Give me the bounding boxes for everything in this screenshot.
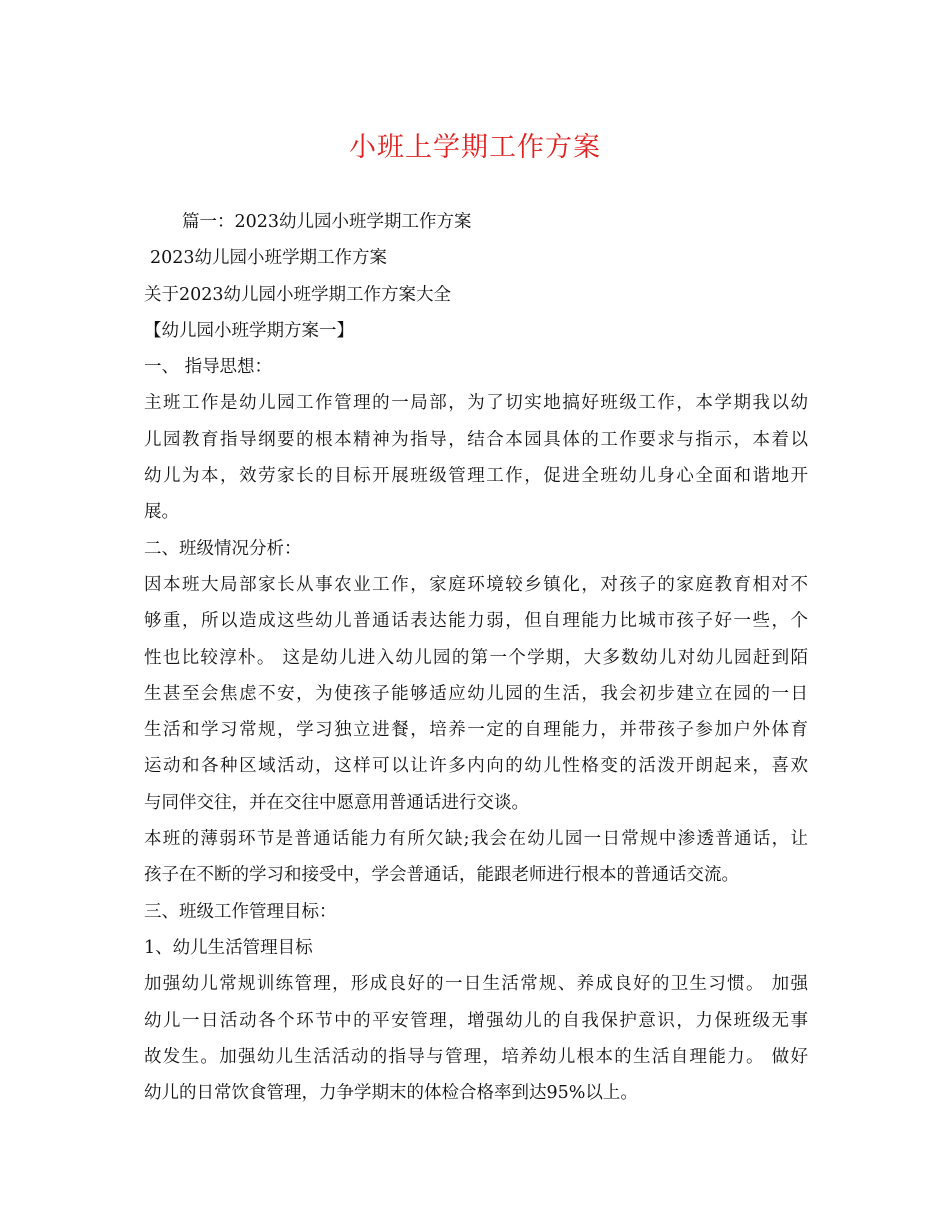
- document-title: 小班上学期工作方案: [349, 132, 601, 163]
- text-line: 1、幼儿生活管理目标: [144, 937, 313, 958]
- text-line: 生甚至会焦虑不安，为使孩子能够适应幼儿园的生活，我会初步建立在园的一日: [144, 683, 808, 704]
- document-body: [144, 204, 808, 1111]
- text-line: 幼儿一日活动各个环节中的平安管理，增强幼儿的自我保护意识，力保班级无事: [144, 1010, 808, 1031]
- text-line: 篇一：2023幼儿园小班学期工作方案: [182, 212, 472, 232]
- text-line: 【幼儿园小班学期方案一】: [144, 320, 354, 341]
- text-line: 主班工作是幼儿园工作管理的一局部，为了切实地搞好班级工作，本学期我以幼: [144, 393, 808, 414]
- text-line: 与同伴交往，并在交往中愿意用普通话进行交谈。: [144, 792, 529, 813]
- text-line: 够重，所以造成这些幼儿普通话表达能力弱，但自理能力比城市孩子好一些，个: [144, 611, 808, 632]
- text-line: 关于2023幼儿园小班学期工作方案大全: [144, 284, 452, 305]
- text-line: 2023幼儿园小班学期工作方案: [150, 248, 388, 269]
- text-line: 性也比较淳朴。 这是幼儿进入幼儿园的第一个学期，大多数幼儿对幼儿园赶到陌: [144, 647, 808, 668]
- text-line: 运动和各种区域活动，这样可以让许多内向的幼儿性格变的活泼开朗起来，喜欢: [144, 756, 808, 777]
- text-line: 一、 指导思想：: [144, 357, 273, 378]
- text-line: 故发生。加强幼儿生活活动的指导与管理，培养幼儿根本的生活自理能力。 做好: [144, 1046, 808, 1067]
- text-line: 儿园教育指导纲要的根本精神为指导，结合本园具体的工作要求与指示，本着以: [144, 429, 808, 450]
- text-line: 加强幼儿常规训练管理，形成良好的一日生活常规、养成良好的卫生习惯。 加强: [144, 974, 808, 995]
- text-line: 孩子在不断的学习和接受中，学会普通话，能跟老师进行根本的普通话交流。: [144, 865, 739, 886]
- text-line: 幼儿为本，效劳家长的目标开展班级管理工作，促进全班幼儿身心全面和谐地开: [144, 466, 808, 487]
- text-line: 展。: [144, 502, 179, 523]
- text-line: 三、班级工作管理目标：: [144, 901, 337, 922]
- text-line: 生活和学习常规，学习独立进餐，培养一定的自理能力，并带孩子参加户外体育: [144, 720, 808, 741]
- text-line: 本班的薄弱环节是普通话能力有所欠缺;我会在幼儿园一日常规中渗透普通话，让: [144, 829, 808, 850]
- text-line: 二、班级情况分析：: [144, 538, 302, 559]
- text-line: 幼儿的日常饮食管理，力争学期末的体检合格率到达95%以上。: [144, 1083, 638, 1104]
- text-line: 因本班大局部家长从事农业工作，家庭环境较乡镇化，对孩子的家庭教育相对不: [144, 574, 808, 595]
